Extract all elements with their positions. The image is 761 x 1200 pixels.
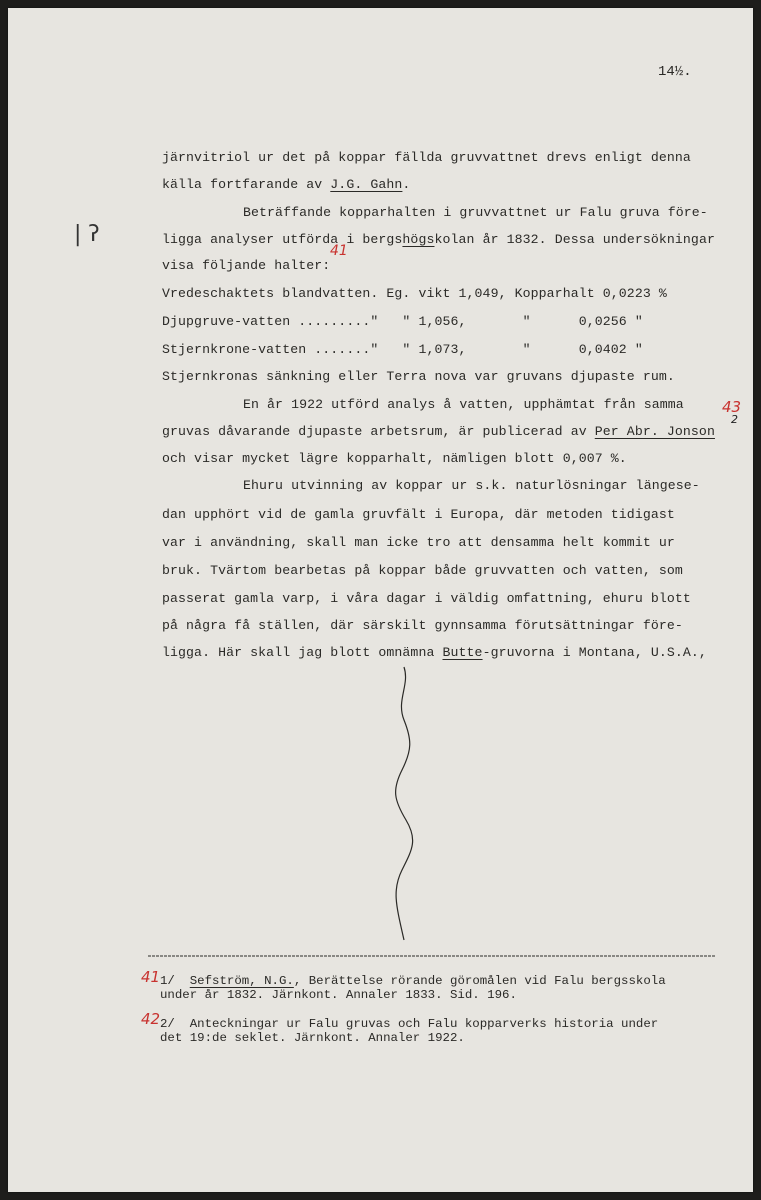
footnote-2: 2/ Anteckningar ur Falu gruvas och Falu kopparverks historia under — [160, 1017, 659, 1031]
table-row-2: Djupgruve-vatten ........." " 1,056, " 0,0256 " — [162, 314, 643, 329]
footnote-separator — [148, 954, 718, 958]
red-note-43: 43 — [722, 398, 742, 416]
body-line-17: passerat gamla varp, i våra dagar i väldig omfattning, ehuru blott — [162, 591, 691, 606]
body-line-10: En år 1922 utförd analys å vatten, upphämtat från samma — [243, 397, 684, 412]
margin-mark: | ʔ — [74, 222, 100, 247]
footnote-1: 1/ Sefström, N.G., Berättelse rörande göromålen vid Falu bergsskola — [160, 974, 666, 988]
body-line-4: ligga analyser utförda i bergshögskolan år 1832. Dessa undersökningar — [162, 232, 715, 247]
footnote-1-cont: under år 1832. Järnkont. Annaler 1833. Sid. 196. — [160, 988, 517, 1002]
table-row-1: Vredeschaktets blandvatten. Eg. vikt 1,049, Kopparhalt 0,0223 % — [162, 286, 667, 301]
red-fn-41: 41 — [141, 968, 161, 986]
author-jonson: Per Abr. Jonson — [594, 424, 715, 439]
body-line-12: och visar mycket lägre kopparhalt, nämligen blott 0,007 %. — [162, 451, 627, 466]
body-line-14: dan upphört vid de gamla gruvfält i Europa, där metoden tidigast — [162, 507, 675, 522]
body-line-16: bruk. Tvärtom bearbetas på koppar både gruvvatten och vatten, som — [162, 563, 683, 578]
body-line-19: ligga. Här skall jag blott omnämna Butte-gruvorna i Montana, U.S.A., — [162, 645, 707, 660]
red-note-41: 41 — [330, 243, 348, 259]
body-line-5: visa följande halter: — [162, 258, 331, 273]
body-line-1: järnvitriol ur det på koppar fällda gruvvattnet drevs enligt denna — [162, 150, 691, 165]
table-row-3: Stjernkrone-vatten ......." " 1,073, " 0,0402 " — [162, 342, 643, 357]
body-line-2: källa fortfarande av J.G. Gahn. — [162, 177, 411, 192]
body-line-15: var i användning, skall man icke tro att densamma helt kommit ur — [162, 535, 675, 550]
author-gahn: J.G. Gahn — [330, 177, 403, 192]
note-2: 2 — [731, 413, 738, 426]
footnote-2-cont: det 19:de seklet. Järnkont. Annaler 1922. — [160, 1031, 465, 1045]
body-line-13: Ehuru utvinning av koppar ur s.k. naturlösningar längese- — [243, 478, 700, 493]
page-number: 14½. — [658, 64, 692, 80]
body-line-18: på några få ställen, där särskilt gynnsamma förutsättningar före- — [162, 618, 683, 633]
red-fn-42: 42 — [141, 1010, 161, 1028]
body-line-11: gruvas dåvarande djupaste arbetsrum, är publicerad av Per Abr. Jonson — [162, 424, 715, 439]
body-line-3: Beträffande kopparhalten i gruvvattnet ur Falu gruva före- — [243, 205, 708, 220]
squiggle-stroke — [390, 665, 420, 945]
body-line-9: Stjernkronas sänkning eller Terra nova var gruvans djupaste rum. — [162, 369, 675, 384]
